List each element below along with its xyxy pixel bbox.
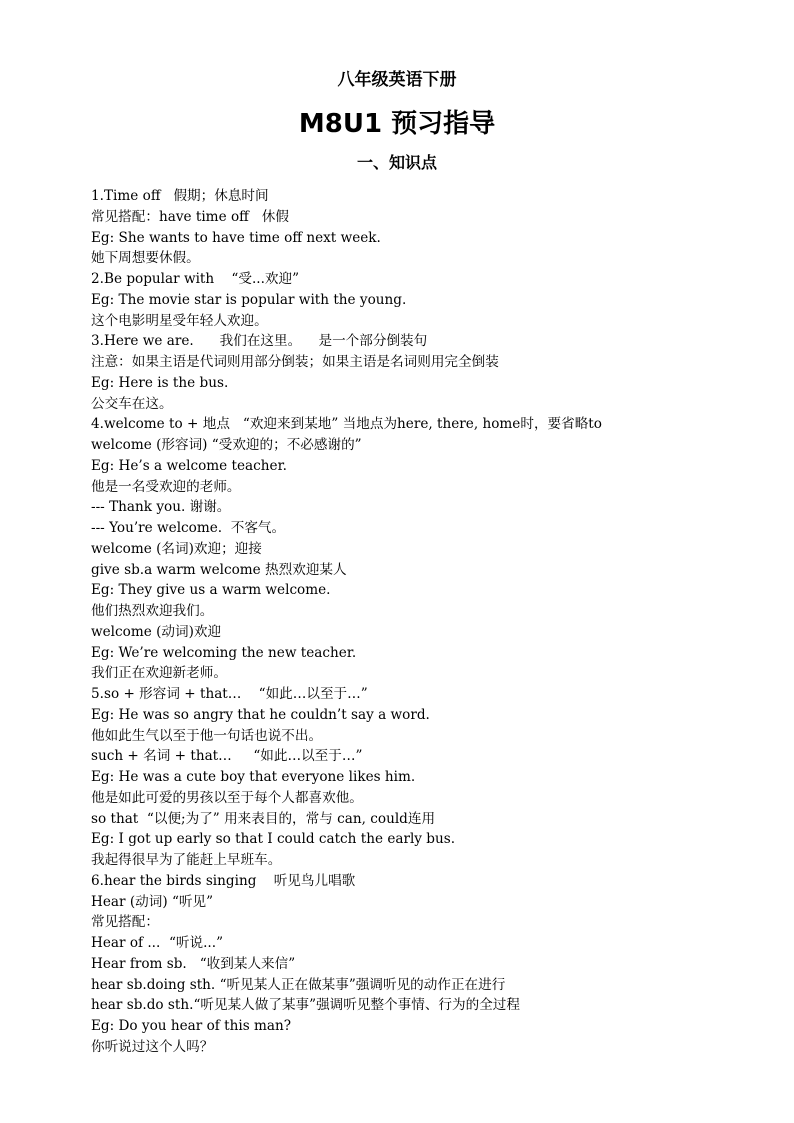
text-line: such + 名词 + that… “如此…以至于…”: [91, 748, 363, 765]
text-line: give sb.a warm welcome 热烈欢迎某人: [91, 561, 347, 578]
text-line: --- You’re welcome. 不客气。: [91, 520, 286, 536]
text-line: 他们热烈欢迎我们。: [91, 603, 214, 619]
section-heading: 一、知识点: [356, 153, 437, 172]
text-line: 常见搭配：have time off 休假: [91, 208, 289, 225]
text-line: Eg: I got up early so that I could catch the early bus.: [91, 831, 456, 848]
knowledge-points-body: [91, 186, 731, 1058]
text-line: 你听说过这个人吗？: [91, 1038, 214, 1055]
text-line: 注意：如果主语是代词则用部分倒装；如果主语是名词则用完全倒装: [91, 354, 499, 370]
text-line: 公交车在这。: [91, 395, 173, 412]
text-line: Eg: He was a cute boy that everyone likes him.: [91, 769, 416, 785]
text-line: 6.hear the birds singing 听见鸟儿唱歌: [91, 872, 356, 889]
text-line: Hear (动词) “听见”: [91, 893, 214, 910]
text-line: 我起得很早为了能赶上早班车。: [91, 852, 282, 868]
text-line: welcome (名词)欢迎；迎接: [91, 540, 262, 557]
text-line: Eg: Here is the bus.: [91, 374, 229, 391]
text-line: hear sb.do sth.“听见某人做了某事”强调听见整个事情、行为的全过程: [91, 997, 520, 1014]
text-line: Eg: The movie star is popular with the young.: [91, 291, 407, 308]
text-line: 她下周想要休假。: [91, 250, 200, 267]
text-line: 他如此生气以至于他一句话也说不出。: [91, 727, 323, 744]
text-line: Eg: She wants to have time off next week.: [91, 229, 381, 246]
text-line: 1.Time off 假期；休息时间: [91, 188, 269, 204]
text-line: Eg: Do you hear of this man?: [91, 1018, 292, 1034]
text-line: Eg: He was so angry that he couldn’t say a word.: [91, 706, 430, 723]
text-line: Eg: He’s a welcome teacher.: [91, 457, 287, 474]
page-title: M8U1 预习指导: [298, 109, 496, 139]
text-line: Eg: They give us a warm welcome.: [91, 582, 331, 599]
text-line: Hear from sb. “收到某人来信”: [91, 955, 296, 972]
text-line: 3.Here we are. 我们在这里。 是一个部分倒装句: [91, 333, 428, 350]
text-line: welcome (动词)欢迎: [91, 623, 222, 640]
text-line: 我们正在欢迎新老师。: [91, 665, 227, 682]
text-line: 2.Be popular with “受...欢迎”: [91, 271, 300, 287]
text-line: 这个电影明星受年轻人欢迎。: [91, 312, 268, 329]
text-line: 他是如此可爱的男孩以至于每个人都喜欢他。: [91, 789, 363, 806]
text-line: 常见搭配：: [91, 914, 159, 931]
grade-subtitle: 八年级英语下册: [337, 70, 457, 90]
text-line: Eg: We’re welcoming the new teacher.: [91, 644, 357, 661]
text-line: 他是一名受欢迎的老师。: [91, 478, 241, 495]
text-line: so that “以便;为了” 用来表目的，常与 can, could连用: [91, 810, 436, 827]
text-line: 5.so + 形容词 + that… “如此…以至于…”: [91, 686, 368, 702]
text-line: --- Thank you. 谢谢。: [91, 499, 231, 516]
text-line: hear sb.doing sth. “听见某人正在做某事”强调听见的动作正在进行: [91, 976, 506, 993]
text-line: welcome (形容词) “受欢迎的；不必感谢的”: [91, 437, 362, 453]
text-line: 4.welcome to + 地点 “欢迎来到某地” 当地点为here, there, home时，要省略to: [91, 416, 602, 433]
text-line: Hear of ... “听说...”: [91, 935, 224, 951]
